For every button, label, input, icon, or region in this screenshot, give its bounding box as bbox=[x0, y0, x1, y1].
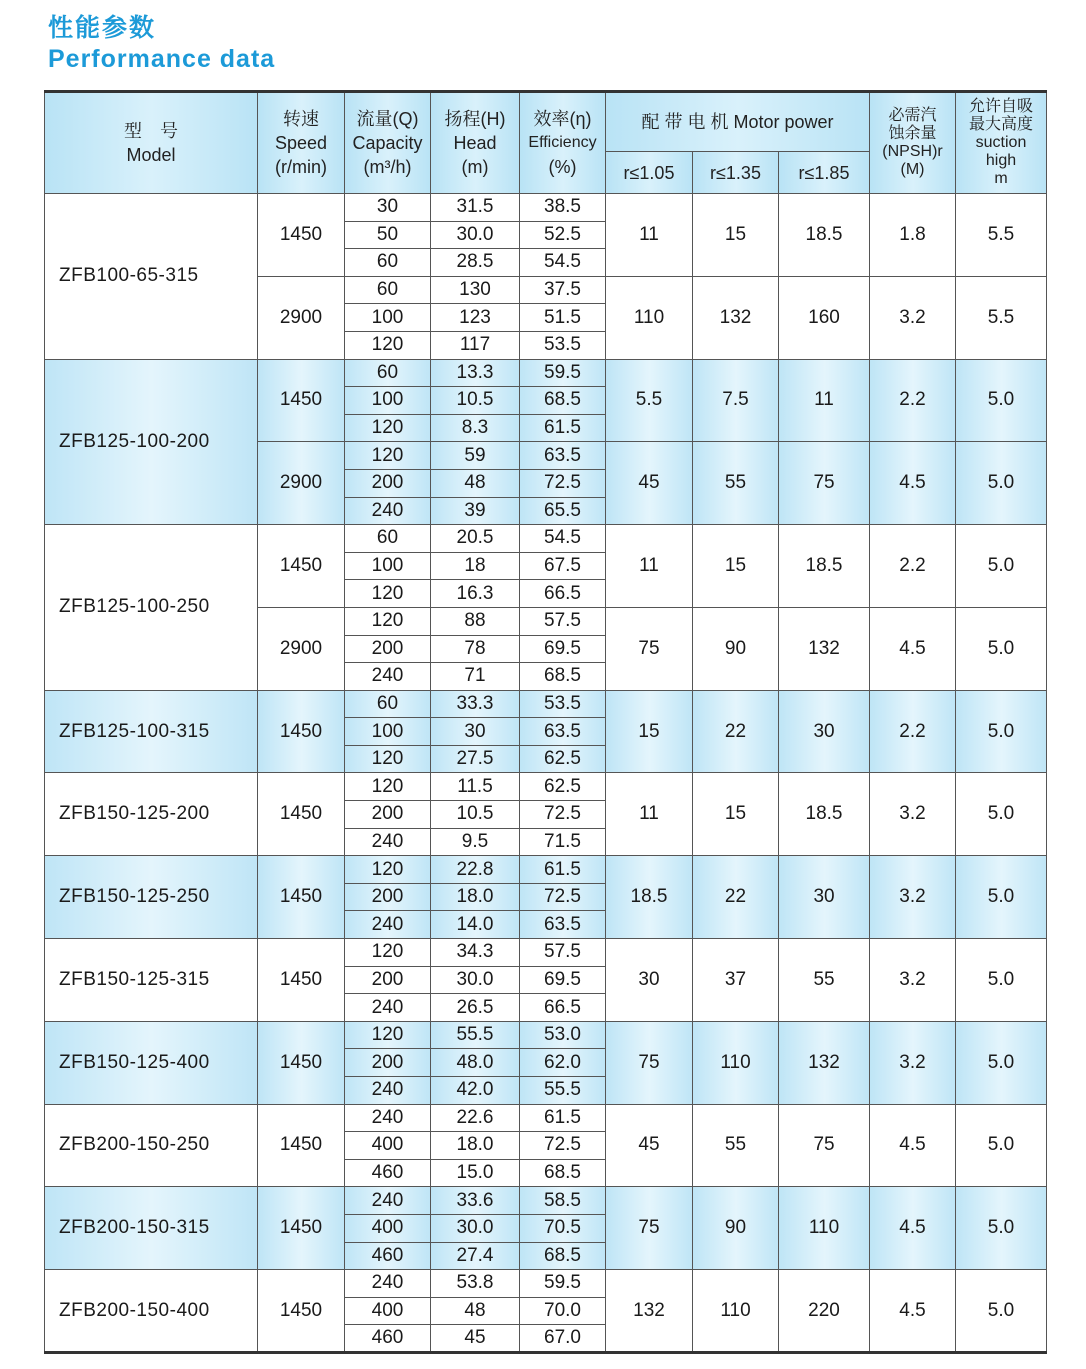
capacity-cell: 100 bbox=[345, 304, 431, 332]
model-cell: ZFB150-125-200 bbox=[45, 773, 258, 856]
head-cell: 33.3 bbox=[431, 690, 520, 718]
speed-cell: 1450 bbox=[258, 1104, 345, 1187]
motor-r185-cell: 160 bbox=[779, 276, 870, 359]
head-cell: 20.5 bbox=[431, 525, 520, 553]
capacity-cell: 200 bbox=[345, 801, 431, 829]
capacity-cell: 100 bbox=[345, 387, 431, 415]
header-head bbox=[431, 92, 520, 194]
capacity-cell: 120 bbox=[345, 580, 431, 608]
table-row bbox=[45, 1021, 1047, 1049]
header-npsh-line2: 蚀余量 bbox=[888, 125, 937, 142]
header-model-cn: 型 号 bbox=[124, 121, 178, 141]
efficiency-cell: 61.5 bbox=[520, 856, 606, 884]
head-cell: 10.5 bbox=[431, 801, 520, 829]
efficiency-cell: 68.5 bbox=[520, 1159, 606, 1187]
speed-cell: 1450 bbox=[258, 1021, 345, 1104]
head-cell: 42.0 bbox=[431, 1077, 520, 1105]
capacity-cell: 460 bbox=[345, 1325, 431, 1353]
suction-cell: 5.0 bbox=[956, 442, 1047, 525]
efficiency-cell: 72.5 bbox=[520, 883, 606, 911]
motor-r135-cell: 22 bbox=[693, 856, 779, 939]
head-cell: 16.3 bbox=[431, 580, 520, 608]
head-cell: 31.5 bbox=[431, 194, 520, 222]
efficiency-cell: 69.5 bbox=[520, 966, 606, 994]
table-row bbox=[45, 856, 1047, 884]
suction-cell: 5.0 bbox=[956, 1104, 1047, 1187]
header-npsh-line4: (M) bbox=[900, 161, 925, 178]
motor-r135-cell: 7.5 bbox=[693, 359, 779, 442]
efficiency-cell: 55.5 bbox=[520, 1077, 606, 1105]
heading-chinese: 性能参数 bbox=[48, 13, 157, 42]
capacity-cell: 60 bbox=[345, 276, 431, 304]
header-suction-line4: high bbox=[985, 152, 1017, 169]
capacity-cell: 120 bbox=[345, 939, 431, 967]
header-head-en: Head bbox=[453, 133, 497, 153]
capacity-cell: 240 bbox=[345, 994, 431, 1022]
suction-cell: 5.0 bbox=[956, 1187, 1047, 1270]
head-cell: 45 bbox=[431, 1325, 520, 1353]
header-speed-en: Speed bbox=[274, 133, 328, 153]
suction-cell: 5.5 bbox=[956, 194, 1047, 277]
capacity-cell: 200 bbox=[345, 635, 431, 663]
motor-r135-cell: 55 bbox=[693, 442, 779, 525]
efficiency-cell: 72.5 bbox=[520, 801, 606, 829]
speed-cell: 1450 bbox=[258, 773, 345, 856]
capacity-cell: 240 bbox=[345, 1104, 431, 1132]
efficiency-cell: 67.0 bbox=[520, 1325, 606, 1353]
head-cell: 26.5 bbox=[431, 994, 520, 1022]
efficiency-cell: 72.5 bbox=[520, 1132, 606, 1160]
speed-cell: 1450 bbox=[258, 939, 345, 1022]
table-body bbox=[45, 194, 1047, 1353]
header-head-cn: 扬程(H) bbox=[444, 109, 506, 129]
motor-r105-cell: 11 bbox=[606, 773, 693, 856]
npsh-cell: 3.2 bbox=[870, 773, 956, 856]
motor-r105-cell: 11 bbox=[606, 525, 693, 608]
head-cell: 55.5 bbox=[431, 1021, 520, 1049]
motor-r135-cell: 15 bbox=[693, 773, 779, 856]
table-row bbox=[45, 525, 1047, 553]
npsh-cell: 4.5 bbox=[870, 1187, 956, 1270]
model-cell: ZFB100-65-315 bbox=[45, 194, 258, 360]
capacity-cell: 200 bbox=[345, 883, 431, 911]
suction-cell: 5.0 bbox=[956, 1270, 1047, 1353]
head-cell: 27.4 bbox=[431, 1242, 520, 1270]
speed-cell: 1450 bbox=[258, 690, 345, 773]
speed-cell: 1450 bbox=[258, 1270, 345, 1353]
motor-r105-cell: 11 bbox=[606, 194, 693, 277]
efficiency-cell: 57.5 bbox=[520, 939, 606, 967]
suction-cell: 5.0 bbox=[956, 856, 1047, 939]
model-cell: ZFB200-150-400 bbox=[45, 1270, 258, 1353]
head-cell: 18.0 bbox=[431, 883, 520, 911]
npsh-cell: 2.2 bbox=[870, 690, 956, 773]
head-cell: 48 bbox=[431, 469, 520, 497]
motor-r185-cell: 75 bbox=[779, 1104, 870, 1187]
motor-r185-cell: 110 bbox=[779, 1187, 870, 1270]
head-cell: 14.0 bbox=[431, 911, 520, 939]
head-cell: 22.8 bbox=[431, 856, 520, 884]
head-cell: 30.0 bbox=[431, 221, 520, 249]
efficiency-cell: 61.5 bbox=[520, 414, 606, 442]
efficiency-cell: 68.5 bbox=[520, 1242, 606, 1270]
model-cell: ZFB125-100-315 bbox=[45, 690, 258, 773]
capacity-cell: 120 bbox=[345, 745, 431, 773]
efficiency-cell: 63.5 bbox=[520, 718, 606, 746]
efficiency-cell: 63.5 bbox=[520, 442, 606, 470]
efficiency-cell: 54.5 bbox=[520, 525, 606, 553]
capacity-cell: 120 bbox=[345, 331, 431, 359]
efficiency-cell: 58.5 bbox=[520, 1187, 606, 1215]
motor-r185-cell: 132 bbox=[779, 1021, 870, 1104]
head-cell: 117 bbox=[431, 331, 520, 359]
head-cell: 71 bbox=[431, 663, 520, 691]
npsh-cell: 3.2 bbox=[870, 939, 956, 1022]
head-cell: 48 bbox=[431, 1297, 520, 1325]
suction-cell: 5.0 bbox=[956, 690, 1047, 773]
efficiency-cell: 70.0 bbox=[520, 1297, 606, 1325]
head-cell: 30.0 bbox=[431, 1214, 520, 1242]
capacity-cell: 240 bbox=[345, 1077, 431, 1105]
header-efficiency-cn: 效率(η) bbox=[533, 109, 592, 129]
head-cell: 13.3 bbox=[431, 359, 520, 387]
header-model bbox=[45, 92, 258, 194]
capacity-cell: 120 bbox=[345, 856, 431, 884]
motor-r185-cell: 55 bbox=[779, 939, 870, 1022]
suction-cell: 5.0 bbox=[956, 939, 1047, 1022]
head-cell: 9.5 bbox=[431, 828, 520, 856]
efficiency-cell: 69.5 bbox=[520, 635, 606, 663]
header-capacity bbox=[345, 92, 431, 194]
header-capacity-cn: 流量(Q) bbox=[356, 109, 419, 129]
motor-r135-cell: 15 bbox=[693, 525, 779, 608]
table-row bbox=[45, 773, 1047, 801]
motor-r105-cell: 30 bbox=[606, 939, 693, 1022]
header-suction-line3: suction bbox=[975, 134, 1027, 151]
page-heading bbox=[48, 12, 275, 74]
head-cell: 39 bbox=[431, 497, 520, 525]
motor-r135-cell: 110 bbox=[693, 1021, 779, 1104]
motor-r105-cell: 75 bbox=[606, 1021, 693, 1104]
header-npsh-line1: 必需汽 bbox=[888, 107, 937, 124]
head-cell: 34.3 bbox=[431, 939, 520, 967]
motor-r105-cell: 75 bbox=[606, 1187, 693, 1270]
efficiency-cell: 51.5 bbox=[520, 304, 606, 332]
efficiency-cell: 71.5 bbox=[520, 828, 606, 856]
motor-r135-cell: 90 bbox=[693, 607, 779, 690]
header-speed-unit: (r/min) bbox=[275, 157, 327, 177]
capacity-cell: 60 bbox=[345, 359, 431, 387]
capacity-cell: 240 bbox=[345, 1270, 431, 1298]
speed-cell: 1450 bbox=[258, 194, 345, 277]
motor-r185-cell: 132 bbox=[779, 607, 870, 690]
header-suction-line5: m bbox=[994, 170, 1008, 187]
model-cell: ZFB200-150-250 bbox=[45, 1104, 258, 1187]
motor-r135-cell: 55 bbox=[693, 1104, 779, 1187]
motor-r185-cell: 75 bbox=[779, 442, 870, 525]
capacity-cell: 460 bbox=[345, 1159, 431, 1187]
head-cell: 8.3 bbox=[431, 414, 520, 442]
suction-cell: 5.0 bbox=[956, 525, 1047, 608]
efficiency-cell: 52.5 bbox=[520, 221, 606, 249]
table-row bbox=[45, 359, 1047, 387]
suction-cell: 5.0 bbox=[956, 1021, 1047, 1104]
header-suction-line2: 最大高度 bbox=[969, 116, 1034, 133]
header-speed-cn: 转速 bbox=[283, 109, 319, 129]
capacity-cell: 400 bbox=[345, 1214, 431, 1242]
header-model-en: Model bbox=[126, 145, 176, 165]
npsh-cell: 2.2 bbox=[870, 525, 956, 608]
suction-cell: 5.0 bbox=[956, 359, 1047, 442]
head-cell: 130 bbox=[431, 276, 520, 304]
npsh-cell: 3.2 bbox=[870, 1021, 956, 1104]
header-efficiency-en: Efficiency bbox=[528, 134, 597, 151]
speed-cell: 1450 bbox=[258, 1187, 345, 1270]
head-cell: 88 bbox=[431, 607, 520, 635]
motor-r135-cell: 132 bbox=[693, 276, 779, 359]
efficiency-cell: 70.5 bbox=[520, 1214, 606, 1242]
motor-r135-cell: 90 bbox=[693, 1187, 779, 1270]
efficiency-cell: 72.5 bbox=[520, 469, 606, 497]
head-cell: 18 bbox=[431, 552, 520, 580]
head-cell: 30 bbox=[431, 718, 520, 746]
model-cell: ZFB150-125-250 bbox=[45, 856, 258, 939]
speed-cell: 1450 bbox=[258, 856, 345, 939]
npsh-cell: 4.5 bbox=[870, 1104, 956, 1187]
head-cell: 48.0 bbox=[431, 1049, 520, 1077]
motor-r105-cell: 45 bbox=[606, 442, 693, 525]
efficiency-cell: 62.5 bbox=[520, 773, 606, 801]
capacity-cell: 240 bbox=[345, 1187, 431, 1215]
efficiency-cell: 67.5 bbox=[520, 552, 606, 580]
header-head-unit: (m) bbox=[461, 157, 489, 177]
efficiency-cell: 37.5 bbox=[520, 276, 606, 304]
npsh-cell: 3.2 bbox=[870, 276, 956, 359]
efficiency-cell: 59.5 bbox=[520, 359, 606, 387]
efficiency-cell: 61.5 bbox=[520, 1104, 606, 1132]
suction-cell: 5.5 bbox=[956, 276, 1047, 359]
capacity-cell: 60 bbox=[345, 249, 431, 277]
header-efficiency bbox=[520, 92, 606, 194]
motor-r185-cell: 18.5 bbox=[779, 773, 870, 856]
motor-r105-cell: 15 bbox=[606, 690, 693, 773]
speed-cell: 2900 bbox=[258, 607, 345, 690]
table-row bbox=[45, 1270, 1047, 1298]
motor-r105-cell: 132 bbox=[606, 1270, 693, 1353]
efficiency-cell: 53.5 bbox=[520, 331, 606, 359]
motor-r105-cell: 75 bbox=[606, 607, 693, 690]
motor-r105-cell: 5.5 bbox=[606, 359, 693, 442]
motor-r135-cell: 37 bbox=[693, 939, 779, 1022]
model-cell: ZFB150-125-315 bbox=[45, 939, 258, 1022]
speed-cell: 1450 bbox=[258, 359, 345, 442]
head-cell: 22.6 bbox=[431, 1104, 520, 1132]
head-cell: 11.5 bbox=[431, 773, 520, 801]
head-cell: 10.5 bbox=[431, 387, 520, 415]
model-cell: ZFB150-125-400 bbox=[45, 1021, 258, 1104]
head-cell: 78 bbox=[431, 635, 520, 663]
header-speed bbox=[258, 92, 345, 194]
efficiency-cell: 63.5 bbox=[520, 911, 606, 939]
table-row bbox=[45, 1104, 1047, 1132]
efficiency-cell: 66.5 bbox=[520, 994, 606, 1022]
table-row bbox=[45, 194, 1047, 222]
capacity-cell: 200 bbox=[345, 966, 431, 994]
capacity-cell: 240 bbox=[345, 828, 431, 856]
motor-r105-cell: 18.5 bbox=[606, 856, 693, 939]
heading-english: Performance data bbox=[48, 45, 276, 73]
header-capacity-unit: (m³/h) bbox=[363, 157, 412, 177]
head-cell: 30.0 bbox=[431, 966, 520, 994]
motor-r135-cell: 110 bbox=[693, 1270, 779, 1353]
capacity-cell: 200 bbox=[345, 469, 431, 497]
npsh-cell: 4.5 bbox=[870, 442, 956, 525]
capacity-cell: 200 bbox=[345, 1049, 431, 1077]
header-npsh bbox=[870, 92, 956, 194]
efficiency-cell: 65.5 bbox=[520, 497, 606, 525]
efficiency-cell: 62.0 bbox=[520, 1049, 606, 1077]
motor-r135-cell: 22 bbox=[693, 690, 779, 773]
head-cell: 123 bbox=[431, 304, 520, 332]
table-row bbox=[45, 1187, 1047, 1215]
header-motor-r135: r≤1.35 bbox=[693, 152, 779, 194]
motor-r105-cell: 45 bbox=[606, 1104, 693, 1187]
capacity-cell: 100 bbox=[345, 718, 431, 746]
table-row bbox=[45, 939, 1047, 967]
efficiency-cell: 53.0 bbox=[520, 1021, 606, 1049]
head-cell: 59 bbox=[431, 442, 520, 470]
suction-cell: 5.0 bbox=[956, 607, 1047, 690]
performance-table bbox=[44, 90, 1047, 1354]
npsh-cell: 4.5 bbox=[870, 607, 956, 690]
motor-r185-cell: 18.5 bbox=[779, 194, 870, 277]
capacity-cell: 100 bbox=[345, 552, 431, 580]
header-npsh-line3: (NPSH)r bbox=[882, 143, 943, 160]
header-suction-line1: 允许自吸 bbox=[969, 98, 1034, 115]
speed-cell: 2900 bbox=[258, 276, 345, 359]
capacity-cell: 50 bbox=[345, 221, 431, 249]
header-suction bbox=[956, 92, 1047, 194]
motor-r185-cell: 30 bbox=[779, 690, 870, 773]
head-cell: 28.5 bbox=[431, 249, 520, 277]
table-header bbox=[45, 92, 1047, 194]
motor-r105-cell: 110 bbox=[606, 276, 693, 359]
capacity-cell: 400 bbox=[345, 1297, 431, 1325]
header-motor-power: 配 带 电 机 Motor power bbox=[606, 92, 870, 152]
capacity-cell: 120 bbox=[345, 442, 431, 470]
motor-r185-cell: 11 bbox=[779, 359, 870, 442]
npsh-cell: 4.5 bbox=[870, 1270, 956, 1353]
efficiency-cell: 66.5 bbox=[520, 580, 606, 608]
head-cell: 18.0 bbox=[431, 1132, 520, 1160]
efficiency-cell: 59.5 bbox=[520, 1270, 606, 1298]
header-capacity-en: Capacity bbox=[352, 133, 423, 153]
capacity-cell: 240 bbox=[345, 663, 431, 691]
model-cell: ZFB125-100-250 bbox=[45, 525, 258, 691]
capacity-cell: 400 bbox=[345, 1132, 431, 1160]
model-cell: ZFB200-150-315 bbox=[45, 1187, 258, 1270]
table-row bbox=[45, 690, 1047, 718]
capacity-cell: 60 bbox=[345, 690, 431, 718]
efficiency-cell: 53.5 bbox=[520, 690, 606, 718]
capacity-cell: 120 bbox=[345, 607, 431, 635]
motor-r135-cell: 15 bbox=[693, 194, 779, 277]
capacity-cell: 240 bbox=[345, 497, 431, 525]
npsh-cell: 2.2 bbox=[870, 359, 956, 442]
model-cell: ZFB125-100-200 bbox=[45, 359, 258, 525]
head-cell: 27.5 bbox=[431, 745, 520, 773]
capacity-cell: 60 bbox=[345, 525, 431, 553]
efficiency-cell: 54.5 bbox=[520, 249, 606, 277]
capacity-cell: 30 bbox=[345, 194, 431, 222]
header-motor-r185: r≤1.85 bbox=[779, 152, 870, 194]
head-cell: 53.8 bbox=[431, 1270, 520, 1298]
motor-r185-cell: 30 bbox=[779, 856, 870, 939]
motor-r185-cell: 220 bbox=[779, 1270, 870, 1353]
performance-table-wrapper bbox=[44, 90, 1047, 1354]
capacity-cell: 120 bbox=[345, 773, 431, 801]
efficiency-cell: 68.5 bbox=[520, 387, 606, 415]
capacity-cell: 240 bbox=[345, 911, 431, 939]
head-cell: 33.6 bbox=[431, 1187, 520, 1215]
head-cell: 15.0 bbox=[431, 1159, 520, 1187]
speed-cell: 2900 bbox=[258, 442, 345, 525]
efficiency-cell: 68.5 bbox=[520, 663, 606, 691]
header-motor-r105: r≤1.05 bbox=[606, 152, 693, 194]
npsh-cell: 1.8 bbox=[870, 194, 956, 277]
efficiency-cell: 57.5 bbox=[520, 607, 606, 635]
capacity-cell: 460 bbox=[345, 1242, 431, 1270]
efficiency-cell: 38.5 bbox=[520, 194, 606, 222]
efficiency-cell: 62.5 bbox=[520, 745, 606, 773]
npsh-cell: 3.2 bbox=[870, 856, 956, 939]
capacity-cell: 120 bbox=[345, 1021, 431, 1049]
suction-cell: 5.0 bbox=[956, 773, 1047, 856]
capacity-cell: 120 bbox=[345, 414, 431, 442]
header-efficiency-unit: (%) bbox=[548, 157, 577, 177]
motor-r185-cell: 18.5 bbox=[779, 525, 870, 608]
speed-cell: 1450 bbox=[258, 525, 345, 608]
